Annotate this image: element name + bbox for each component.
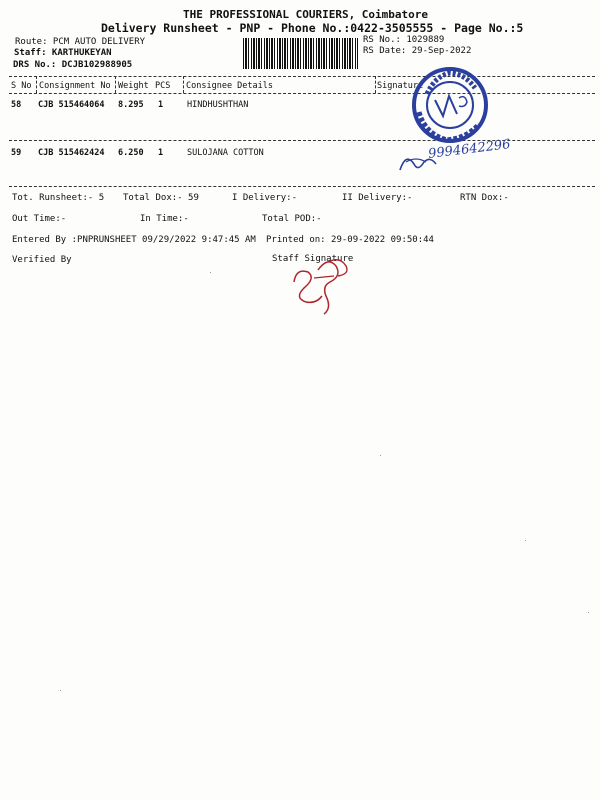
col-divider bbox=[183, 76, 184, 93]
entered-by: Entered By :PNPRUNSHEET 09/29/2022 9:47:45 AM bbox=[12, 235, 256, 245]
col-divider bbox=[115, 76, 116, 93]
staff-label: Staff: KARTHUKEYAN bbox=[14, 48, 112, 58]
staff-signature bbox=[284, 248, 360, 316]
col-divider bbox=[375, 76, 376, 93]
table-row-weight: 6.250 bbox=[118, 148, 144, 158]
second-delivery: II Delivery:- bbox=[342, 193, 413, 203]
company-stamp bbox=[405, 64, 497, 146]
company-title: THE PROFESSIONAL COURIERS, Coimbatore bbox=[183, 8, 429, 21]
total-runsheet: Tot. Runsheet:- 5 bbox=[12, 193, 105, 203]
barcode bbox=[243, 38, 358, 69]
column-header-weight: Weight bbox=[118, 81, 149, 91]
runsheet-title: Delivery Runsheet - PNP - Phone No.:0422-3505555 - Page No.:5 bbox=[101, 21, 524, 35]
column-header-consignment: Consignment No bbox=[39, 81, 111, 91]
first-delivery: I Delivery:- bbox=[232, 193, 298, 203]
table-header-rule bbox=[9, 93, 595, 94]
table-top-rule bbox=[9, 76, 595, 77]
out-time: Out Time:- bbox=[12, 214, 67, 224]
table-row-consignment: CJB 515464064 bbox=[38, 100, 105, 110]
handwritten-phone-note: 9994642296 bbox=[427, 137, 512, 162]
table-row-consignee: HINDHUSHTHAN bbox=[187, 100, 249, 110]
staff-signature-label: Staff Signature bbox=[272, 254, 354, 264]
in-time: In Time:- bbox=[140, 214, 189, 224]
table-row-pcs: 1 bbox=[158, 100, 164, 110]
col-divider bbox=[36, 76, 37, 93]
verified-by: Verified By bbox=[12, 255, 72, 265]
route-label: Route: PCM AUTO DELIVERY bbox=[15, 37, 146, 47]
table-row-sno: 58 bbox=[11, 100, 22, 110]
rs-date: RS Date: 29-Sep-2022 bbox=[363, 46, 472, 56]
drs-number: DRS No.: DCJB102988905 bbox=[13, 60, 133, 70]
table-row-consignment: CJB 515462424 bbox=[38, 148, 105, 158]
table-row-pcs: 1 bbox=[158, 148, 164, 158]
return-dox: RTN Dox:- bbox=[460, 193, 509, 203]
column-header-consignee: Consignee Details bbox=[186, 81, 273, 91]
printed-on: Printed on: 29-09-2022 09:50:44 bbox=[266, 235, 434, 245]
total-dox: Total Dox:- 59 bbox=[123, 193, 199, 203]
table-bottom-rule bbox=[9, 186, 595, 187]
rs-number: RS No.: 1029889 bbox=[363, 35, 445, 45]
total-pod: Total POD:- bbox=[262, 214, 322, 224]
column-header-sno: S No bbox=[11, 81, 32, 91]
table-row-sno: 59 bbox=[11, 148, 22, 158]
table-row-consignee: SULOJANA COTTON bbox=[187, 148, 264, 158]
column-header-signature: Signature bbox=[377, 81, 424, 91]
column-header-pcs: PCS bbox=[155, 81, 171, 91]
table-row-weight: 8.295 bbox=[118, 100, 144, 110]
